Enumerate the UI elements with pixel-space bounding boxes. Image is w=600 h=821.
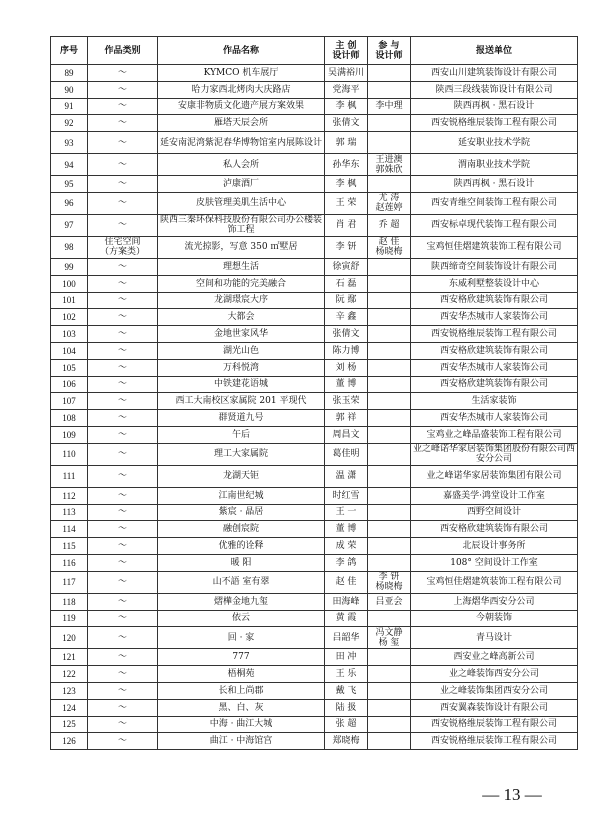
table-row [51,593,578,610]
cell-category: 住宅空间 （方案类） [88,236,158,258]
cell-title: 龙湖天钜 [158,465,325,487]
table-row [51,487,578,504]
cell-lead-designer: 辛 鑫 [325,309,368,326]
cell-co-designer [368,115,411,132]
cell-title: 理想生活 [158,258,325,275]
cell-lead-designer: 肖 君 [325,214,368,236]
cell-unit: 延安职业技术学院 [411,132,578,154]
cell-category: ～ [88,326,158,343]
cell-lead-designer: 张玉荣 [325,393,368,410]
cell-lead-designer: 葛佳明 [325,443,368,465]
cell-no: 101 [51,292,88,309]
table-row [51,326,578,343]
cell-unit: 青马设计 [411,627,578,649]
cell-no: 119 [51,610,88,627]
cell-category: ～ [88,410,158,427]
cell-co-designer [368,376,411,393]
cell-co-designer [368,393,411,410]
cell-unit: 西安业之峰高新公司 [411,649,578,666]
cell-category: ～ [88,115,158,132]
cell-no: 114 [51,521,88,538]
cell-lead-designer: 李 枫 [325,176,368,193]
cell-category: ～ [88,192,158,214]
cell-lead-designer: 王 乐 [325,666,368,683]
cell-lead-designer: 吕韶华 [325,627,368,649]
cell-category: ～ [88,176,158,193]
cell-no: 92 [51,115,88,132]
cell-unit: 西野空间设计 [411,504,578,521]
cell-no: 99 [51,258,88,275]
cell-category: ～ [88,627,158,649]
cell-unit: 西安锐格维辰装饰工程有限公司 [411,716,578,733]
table-row [51,443,578,465]
cell-category: ～ [88,65,158,82]
cell-co-designer [368,326,411,343]
cell-unit: 宝鸡恒佳熠建筑装饰工程有限公司 [411,236,578,258]
cell-co-designer [368,504,411,521]
cell-category: ～ [88,258,158,275]
cell-unit: 宝鸡业之峰品盛装饰工程有限公司 [411,426,578,443]
cell-lead-designer: 张 超 [325,716,368,733]
cell-no: 97 [51,214,88,236]
cell-title: 黑、白、灰 [158,699,325,716]
cell-unit: 西安翼森装饰设计有限公司 [411,699,578,716]
cell-co-designer [368,132,411,154]
cell-no: 111 [51,465,88,487]
cell-co-designer [368,610,411,627]
cell-no: 125 [51,716,88,733]
table-row [51,716,578,733]
cell-title: 中铁建花语城 [158,376,325,393]
cell-category: ～ [88,214,158,236]
cell-no: 118 [51,593,88,610]
cell-lead-designer: 王 一 [325,504,368,521]
page-number: — 13 — [482,785,542,804]
cell-lead-designer: 刘 杨 [325,359,368,376]
cell-category: ～ [88,309,158,326]
cell-no: 104 [51,342,88,359]
cell-title: 午后 [158,426,325,443]
cell-unit: 陕西三段线装饰设计有限公司 [411,81,578,98]
cell-category: ～ [88,649,158,666]
cell-category: ～ [88,443,158,465]
table-row [51,258,578,275]
cell-title: 山不語 室有翠 [158,571,325,593]
cell-category: ～ [88,733,158,750]
table-row [51,682,578,699]
cell-unit: 西安标卓现代装饰工程有限公司 [411,214,578,236]
header-no: 序号 [51,37,88,65]
cell-unit: 东威利墅整装设计中心 [411,275,578,292]
cell-lead-designer: 田 冲 [325,649,368,666]
cell-title: KYMCO 机车展厅 [158,65,325,82]
cell-category: ～ [88,376,158,393]
cell-no: 95 [51,176,88,193]
cell-category: ～ [88,132,158,154]
cell-category: ～ [88,699,158,716]
cell-co-designer [368,554,411,571]
cell-co-designer: 李中理 [368,98,411,115]
table-row [51,666,578,683]
cell-lead-designer: 张倩文 [325,326,368,343]
cell-unit: 生活家装饰 [411,393,578,410]
cell-unit: 西安青维空间装饰工程有限公司 [411,192,578,214]
cell-lead-designer: 吴满裕川 [325,65,368,82]
cell-category: ～ [88,98,158,115]
cell-co-designer [368,733,411,750]
table-row [51,192,578,214]
cell-lead-designer: 阮 鄢 [325,292,368,309]
cell-title: 空间和功能的完美融合 [158,275,325,292]
table-row [51,236,578,258]
cell-co-designer: 李 钘 杨晓梅 [368,571,411,593]
cell-co-designer [368,443,411,465]
table-row [51,98,578,115]
cell-co-designer [368,359,411,376]
cell-lead-designer: 张倩文 [325,115,368,132]
table-row [51,342,578,359]
cell-category: ～ [88,610,158,627]
cell-unit: 嘉盛美学·鸿堂设计工作室 [411,487,578,504]
table-body [51,65,578,750]
cell-title: 长和上尚郡 [158,682,325,699]
cell-title: 理工大家属院 [158,443,325,465]
cell-no: 110 [51,443,88,465]
cell-no: 109 [51,426,88,443]
cell-category: ～ [88,593,158,610]
cell-no: 123 [51,682,88,699]
cell-category: ～ [88,538,158,555]
cell-unit: 西安山川建筑装饰设计有限公司 [411,65,578,82]
table-row [51,627,578,649]
cell-no: 93 [51,132,88,154]
table-row [51,571,578,593]
cell-lead-designer: 田海峰 [325,593,368,610]
cell-co-designer [368,81,411,98]
cell-unit: 西安格欣建筑装饰有限公司 [411,342,578,359]
cell-no: 112 [51,487,88,504]
cell-lead-designer: 党海平 [325,81,368,98]
cell-title: 777 [158,649,325,666]
cell-lead-designer: 戴 飞 [325,682,368,699]
cell-category: ～ [88,292,158,309]
table-row [51,733,578,750]
cell-lead-designer: 陆 扱 [325,699,368,716]
cell-title: 湖光山色 [158,342,325,359]
cell-no: 105 [51,359,88,376]
cell-co-designer [368,521,411,538]
cell-no: 126 [51,733,88,750]
table-row [51,176,578,193]
cell-title: 泸康酒厂 [158,176,325,193]
cell-lead-designer: 温 潇 [325,465,368,487]
cell-unit: 西安锐格维辰装饰工程有限公司 [411,326,578,343]
cell-co-designer [368,465,411,487]
cell-unit: 陕西再枫 · 黑石设计 [411,98,578,115]
cell-no: 94 [51,154,88,176]
cell-unit: 陕西缔奇空间装饰设计有限公司 [411,258,578,275]
cell-title: 陕西三秦环保科技股份有限公司办公楼装饰工程 [158,214,325,236]
cell-title: 私人会所 [158,154,325,176]
cell-title: 暖 阳 [158,554,325,571]
cell-co-designer [368,538,411,555]
cell-unit: 108° 空间设计工作室 [411,554,578,571]
cell-lead-designer: 周昌文 [325,426,368,443]
cell-title: 曲江 · 中海馆宫 [158,733,325,750]
table-row [51,521,578,538]
cell-category: ～ [88,682,158,699]
cell-no: 107 [51,393,88,410]
cell-category: ～ [88,666,158,683]
table-row [51,292,578,309]
cell-no: 120 [51,627,88,649]
awards-table [50,36,578,750]
cell-title: 万科悦湾 [158,359,325,376]
cell-unit: 西安华杰城市人家装饰公司 [411,359,578,376]
cell-no: 106 [51,376,88,393]
table-row [51,504,578,521]
cell-no: 116 [51,554,88,571]
table-row [51,359,578,376]
cell-co-designer: 吕亚会 [368,593,411,610]
cell-co-designer: 冯文静 杨 玺 [368,627,411,649]
cell-unit: 西安锐格维辰装饰工程有限公司 [411,115,578,132]
cell-unit: 业之峰诺华家居装饰集团股份有限公司西安分公司 [411,443,578,465]
table-header [51,37,578,65]
cell-title: 梧桐苑 [158,666,325,683]
cell-lead-designer: 时红雪 [325,487,368,504]
cell-category: ～ [88,275,158,292]
cell-category: ～ [88,716,158,733]
cell-lead-designer: 李 钘 [325,236,368,258]
cell-unit: 西安格欣建筑装饰有限公司 [411,521,578,538]
table-row [51,465,578,487]
cell-unit: 西安华杰城市人家装饰公司 [411,410,578,427]
cell-no: 103 [51,326,88,343]
table-row [51,393,578,410]
cell-category: ～ [88,554,158,571]
cell-no: 91 [51,98,88,115]
cell-no: 115 [51,538,88,555]
cell-co-designer [368,176,411,193]
cell-co-designer [368,649,411,666]
cell-lead-designer: 黄 霞 [325,610,368,627]
cell-title: 紫宸 · 晶居 [158,504,325,521]
cell-unit: 今朝装饰 [411,610,578,627]
table-row [51,554,578,571]
cell-title: 群贤道九号 [158,410,325,427]
cell-lead-designer: 赵 佳 [325,571,368,593]
table-row [51,214,578,236]
cell-category: ～ [88,487,158,504]
cell-title: 哈力家西北烤肉大庆路店 [158,81,325,98]
table-row [51,275,578,292]
header-unit: 报送单位 [411,37,578,65]
cell-lead-designer: 王 荣 [325,192,368,214]
cell-no: 100 [51,275,88,292]
cell-title: 回 · 家 [158,627,325,649]
table-row [51,81,578,98]
cell-no: 102 [51,309,88,326]
cell-no: 96 [51,192,88,214]
cell-category: ～ [88,465,158,487]
cell-co-designer [368,666,411,683]
cell-title: 延安南泥湾紫泥春华博物馆室内展陈设计 [158,132,325,154]
cell-title: 优雅的诠释 [158,538,325,555]
cell-lead-designer: 董 博 [325,521,368,538]
cell-lead-designer: 董 博 [325,376,368,393]
cell-title: 龙湖璟宸大序 [158,292,325,309]
cell-co-designer: 乔 超 [368,214,411,236]
cell-no: 124 [51,699,88,716]
cell-unit: 陕西再枫 · 黑石设计 [411,176,578,193]
cell-title: 西工大南校区家属院 201 平现代 [158,393,325,410]
header-lead-designer: 主 创 设计师 [325,37,368,65]
cell-lead-designer: 郭 祥 [325,410,368,427]
cell-category: ～ [88,521,158,538]
cell-title: 依云 [158,610,325,627]
cell-co-designer [368,258,411,275]
cell-no: 98 [51,236,88,258]
cell-category: ～ [88,504,158,521]
cell-co-designer [368,342,411,359]
cell-lead-designer: 成 荣 [325,538,368,555]
cell-unit: 业之峰装饰西安分公司 [411,666,578,683]
cell-category: ～ [88,342,158,359]
cell-co-designer [368,275,411,292]
table-row [51,426,578,443]
cell-co-designer [368,292,411,309]
cell-unit: 渭南职业技术学院 [411,154,578,176]
cell-unit: 业之峰诺华家居装饰集团有限公司 [411,465,578,487]
table-row [51,410,578,427]
cell-lead-designer: 石 磊 [325,275,368,292]
cell-co-designer: 尤 涛 赵莲婷 [368,192,411,214]
table-row [51,610,578,627]
cell-category: ～ [88,393,158,410]
cell-unit: 西安格欣建筑装饰有限公司 [411,376,578,393]
cell-no: 117 [51,571,88,593]
cell-unit: 北辰设计事务所 [411,538,578,555]
table-row [51,699,578,716]
cell-category: ～ [88,81,158,98]
cell-co-designer [368,682,411,699]
cell-lead-designer: 李 鸽 [325,554,368,571]
cell-co-designer [368,65,411,82]
cell-co-designer: 赵 佳 杨晓梅 [368,236,411,258]
cell-title: 安康非物质文化遗产展方案效果 [158,98,325,115]
cell-title: 熠樺金地九玺 [158,593,325,610]
cell-co-designer [368,426,411,443]
cell-title: 金地世家风华 [158,326,325,343]
cell-title: 皮肤管理美肌生活中心 [158,192,325,214]
table-row [51,376,578,393]
cell-title: 流光掠影，写意 350 ㎡墅居 [158,236,325,258]
cell-lead-designer: 郭 瑞 [325,132,368,154]
cell-co-designer [368,699,411,716]
cell-unit: 西安华杰城市人家装饰公司 [411,309,578,326]
cell-title: 江南世纪城 [158,487,325,504]
cell-lead-designer: 孙华东 [325,154,368,176]
cell-no: 90 [51,81,88,98]
cell-co-designer [368,716,411,733]
cell-no: 108 [51,410,88,427]
cell-category: ～ [88,154,158,176]
cell-title: 雁塔天辰会所 [158,115,325,132]
cell-title: 融创宸院 [158,521,325,538]
cell-no: 121 [51,649,88,666]
header-category: 作品类别 [88,37,158,65]
cell-lead-designer: 郑晓梅 [325,733,368,750]
cell-no: 113 [51,504,88,521]
cell-lead-designer: 陈力博 [325,342,368,359]
cell-co-designer: 王进澳 郭姝欣 [368,154,411,176]
cell-category: ～ [88,359,158,376]
header-title: 作品名称 [158,37,325,65]
cell-category: ～ [88,571,158,593]
table-row [51,65,578,82]
cell-unit: 宝鸡恒佳熠建筑装饰工程有限公司 [411,571,578,593]
table-row [51,649,578,666]
table-row [51,154,578,176]
cell-category: ～ [88,426,158,443]
cell-co-designer [368,309,411,326]
cell-no: 89 [51,65,88,82]
cell-unit: 上海熠华西安分公司 [411,593,578,610]
cell-unit: 西安格欣建筑装饰有限公司 [411,292,578,309]
table-row [51,115,578,132]
table-row [51,538,578,555]
cell-title: 大都会 [158,309,325,326]
cell-lead-designer: 徐寅舒 [325,258,368,275]
table-row [51,132,578,154]
cell-unit: 业之峰装饰集团西安分公司 [411,682,578,699]
cell-no: 122 [51,666,88,683]
cell-co-designer [368,410,411,427]
table-row [51,309,578,326]
cell-title: 中海 · 曲江大城 [158,716,325,733]
cell-co-designer [368,487,411,504]
header-co-designer: 参 与 设计师 [368,37,411,65]
cell-unit: 西安锐格维辰装饰工程有限公司 [411,733,578,750]
cell-lead-designer: 李 枫 [325,98,368,115]
